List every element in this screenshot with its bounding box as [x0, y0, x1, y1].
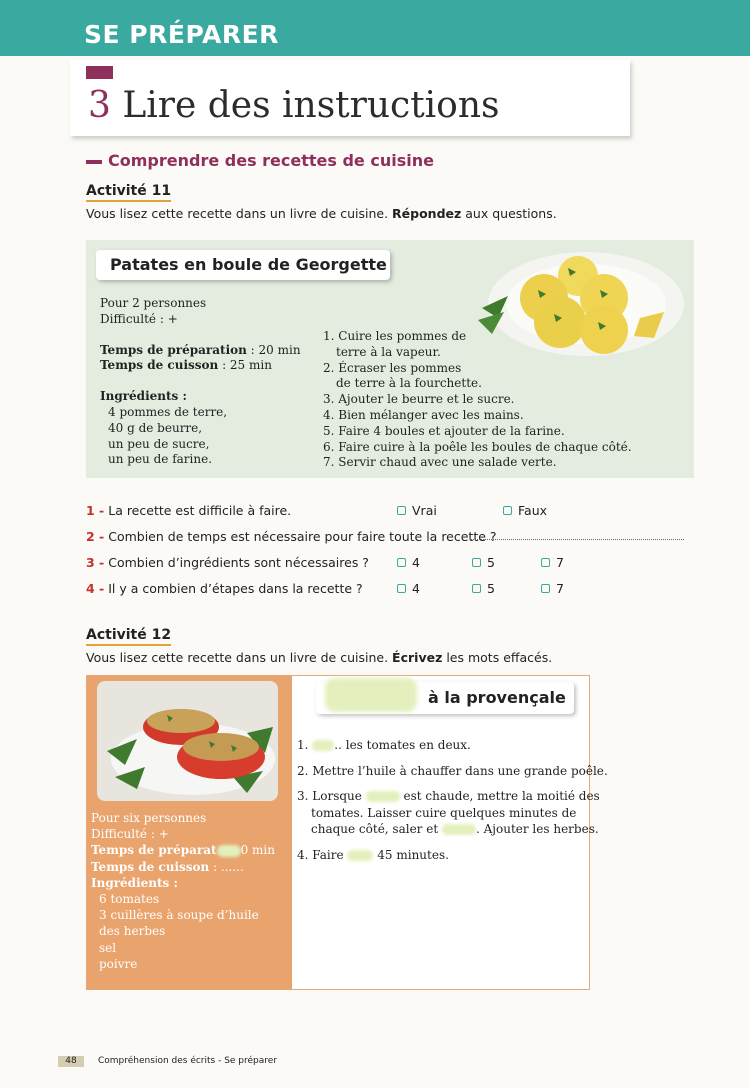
question-2 — [86, 529, 497, 544]
recipe-2-ingredients-label: Ingrédients : — [91, 875, 178, 890]
checkbox[interactable] — [472, 558, 481, 567]
question-number: 1 - — [86, 503, 105, 518]
option-label: Vrai — [412, 503, 437, 518]
prep-label: Temps de préparat — [91, 843, 217, 858]
step-text: 4. Faire — [297, 847, 344, 862]
answer-line[interactable] — [470, 539, 684, 540]
recipe-1-name: Patates en boule de Georgette — [96, 250, 390, 280]
checkbox[interactable] — [397, 584, 406, 593]
recipe-2-steps — [297, 737, 608, 872]
question-1 — [86, 503, 291, 518]
step-item: 2. Écraser les pommes — [323, 360, 462, 375]
ingredient-item: 6 tomates — [99, 892, 160, 907]
question-number: 3 - — [86, 555, 105, 570]
checkbox[interactable] — [541, 558, 550, 567]
prep-value: 0 min — [240, 843, 275, 858]
subsection-title: Comprendre des recettes de cuisine — [108, 151, 434, 170]
section-number: 3 — [88, 85, 111, 126]
step-item: 6. Faire cuire à la poêle les boules de chaque côté. — [323, 439, 632, 454]
checkbox[interactable] — [541, 584, 550, 593]
erased-word — [217, 845, 241, 857]
page-number: 48 — [58, 1056, 84, 1067]
recipe-1-difficulty: Difficulté : + — [100, 311, 178, 326]
section-title: Lire des instructions — [122, 85, 500, 126]
step-4 — [297, 847, 608, 864]
recipe-1-ingredients-label — [100, 389, 301, 405]
step-item: 1. Cuire les pommes de — [323, 329, 467, 343]
instruction-text: Vous lisez cette recette dans un livre de cuisine. — [86, 206, 393, 221]
step-item: 3. Ajouter le beurre et le sucre. — [323, 392, 515, 407]
ingredient-item: des herbes — [99, 924, 166, 939]
cook-value: : ...... — [209, 859, 244, 874]
instruction-bold: Écrivez — [392, 650, 443, 665]
subsection-bar — [86, 160, 102, 164]
instruction-text-end: les mots effacés. — [442, 650, 553, 665]
option-5[interactable] — [472, 581, 495, 596]
activity-12-title: Activité 12 — [86, 627, 171, 646]
activity-12-instruction — [86, 650, 552, 665]
question-text: La recette est difficile à faire. — [104, 503, 292, 518]
step-3 — [297, 788, 608, 838]
recipe-2-info — [91, 810, 275, 972]
recipe-2-difficulty: Difficulté : + — [91, 827, 169, 842]
step-item-cont: terre à la vapeur. — [336, 344, 441, 359]
option-label: 5 — [487, 581, 495, 596]
option-label: 4 — [412, 581, 420, 596]
erased-word — [366, 791, 400, 802]
recipe-1-cook-time — [100, 358, 301, 374]
recipe-1-steps — [323, 329, 632, 471]
option-7[interactable] — [541, 581, 564, 596]
step-1 — [297, 737, 608, 754]
erased-word — [442, 824, 476, 835]
step-text: 3. Lorsque — [297, 789, 362, 803]
step-text: est chaude, mettre la moitié des — [403, 789, 600, 803]
ingredient-item: 3 cuillères à soupe d’huile — [99, 908, 259, 923]
footer-text: Compréhension des écrits - Se préparer — [98, 1056, 278, 1066]
option-label: 4 — [412, 555, 420, 570]
option-4[interactable] — [397, 581, 420, 596]
ingredients-label: Ingrédients : — [100, 389, 187, 404]
recipe-2-servings: Pour six personnes — [91, 811, 207, 825]
ingredient-item: poivre — [99, 956, 138, 971]
activity-11-title: Activité 11 — [86, 183, 171, 202]
cook-value: : 25 min — [218, 358, 272, 373]
question-text: Combien d’ingrédients sont nécessaires ? — [104, 555, 369, 570]
checkbox[interactable] — [472, 584, 481, 593]
option-vrai[interactable] — [397, 503, 437, 518]
question-4 — [86, 581, 363, 596]
step-item: 4. Bien mélanger avec les mains. — [323, 407, 524, 422]
erased-word — [347, 850, 373, 861]
option-faux[interactable] — [503, 503, 547, 518]
checkbox[interactable] — [503, 506, 512, 515]
step-text: 45 minutes. — [377, 847, 449, 862]
title-accent-square — [86, 66, 113, 79]
recipe-1-servings: Pour 2 personnes — [100, 296, 207, 310]
option-label: 7 — [556, 555, 564, 570]
step-text: .. les tomates en deux. — [334, 738, 471, 752]
instruction-text-end: aux questions. — [461, 206, 557, 221]
option-label: 5 — [487, 555, 495, 570]
question-3 — [86, 555, 369, 570]
erased-title-word — [325, 678, 417, 712]
cook-label: Temps de cuisson — [100, 358, 219, 373]
recipe-2-cook-time — [91, 859, 275, 875]
ingredient-item: un peu de farine. — [108, 452, 213, 467]
question-text: Combien de temps est nécessaire pour faire toute la recette ? — [104, 529, 497, 544]
step-text: chaque côté, saler et — [311, 822, 439, 836]
recipe-1-prep-time — [100, 343, 301, 359]
recipe-2-title: à la provençale — [428, 688, 566, 707]
ingredient-item: 4 pommes de terre, — [108, 404, 228, 419]
subsection-heading — [86, 151, 434, 170]
question-text: Il y a combien d’étapes dans la recette ? — [104, 581, 363, 596]
step-item: 7. Servir chaud avec une salade verte. — [323, 455, 557, 470]
instruction-text: Vous lisez cette recette dans un livre de cuisine. — [86, 650, 393, 665]
option-5[interactable] — [472, 555, 495, 570]
stuffed-tomato-image — [97, 681, 278, 801]
step-2: 2. Mettre l’huile à chauffer dans une grande poêle. — [297, 763, 608, 778]
step-item: 5. Faire 4 boules et ajouter de la farine. — [323, 423, 565, 438]
ingredient-item: un peu de sucre, — [108, 436, 210, 451]
erased-word — [312, 740, 334, 751]
instruction-bold: Répondez — [392, 206, 462, 221]
cook-label: Temps de cuisson — [91, 859, 210, 874]
prep-label: Temps de préparation — [100, 342, 247, 357]
recipe-1-info — [100, 296, 301, 468]
recipe-2-prep-time — [91, 842, 275, 858]
option-7[interactable] — [541, 555, 564, 570]
activity-11-instruction — [86, 206, 557, 221]
question-number: 2 - — [86, 529, 105, 544]
step-text: 1. — [297, 738, 309, 752]
ingredient-item: 40 g de beurre, — [108, 420, 203, 435]
option-label: 7 — [556, 581, 564, 596]
ingredient-item: sel — [99, 940, 117, 955]
header-title: SE PRÉPARER — [84, 20, 279, 49]
prep-value: : 20 min — [246, 342, 301, 357]
page-title — [88, 85, 500, 126]
question-number: 4 - — [86, 581, 105, 596]
step-item-cont: de terre à la fourchette. — [336, 376, 482, 391]
checkbox[interactable] — [397, 558, 406, 567]
checkbox[interactable] — [397, 506, 406, 515]
option-label: Faux — [518, 503, 548, 518]
option-4[interactable] — [397, 555, 420, 570]
step-text: tomates. Laisser cuire quelques minutes de — [311, 805, 577, 820]
step-text: . Ajouter les herbes. — [475, 822, 599, 836]
